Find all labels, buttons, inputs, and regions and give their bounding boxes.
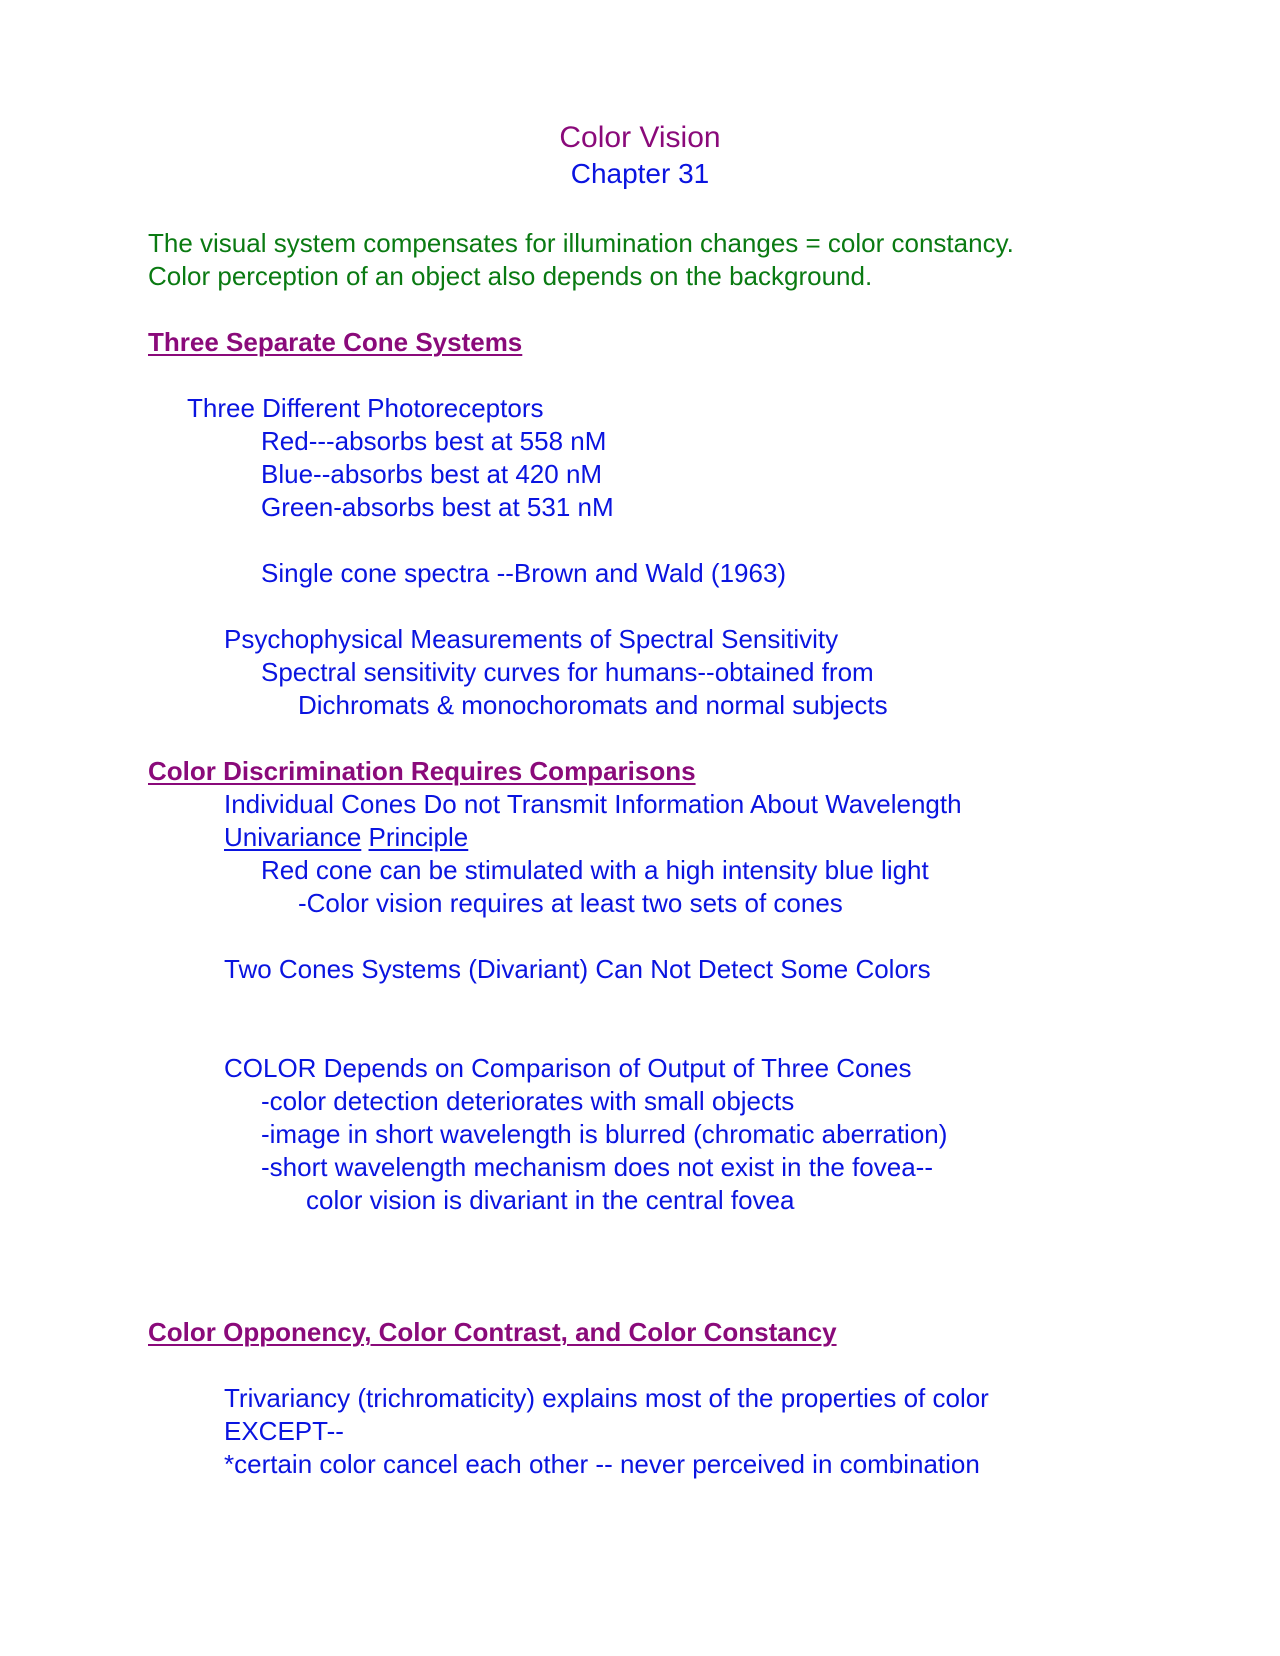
point-chromatic-aberration: -image in short wavelength is blurred (chromatic aberration) <box>261 1119 948 1149</box>
individual-cones-line: Individual Cones Do not Transmit Information About Wavelength <box>224 789 962 819</box>
page-title: Color Vision <box>559 121 721 154</box>
intro-line-2: Color perception of an object also depends on the background. <box>148 261 873 291</box>
intro-line-1: The visual system compensates for illumination changes = color constancy. <box>148 228 1014 258</box>
univariance-principle-line <box>224 821 468 854</box>
color-depends-line: COLOR Depends on Comparison of Output of Three Cones <box>224 1053 912 1083</box>
requires-two-cones-line: -Color vision requires at least two sets of cones <box>298 888 843 918</box>
principle-term: Principle <box>368 822 469 852</box>
section-heading-discrimination: Color Discrimination Requires Comparisons <box>148 756 696 786</box>
receptor-blue: Blue--absorbs best at 420 nM <box>261 459 603 489</box>
psychophysical-title: Psychophysical Measurements of Spectral Sensitivity <box>224 624 839 654</box>
single-cone-spectra: Single cone spectra --Brown and Wald (1963) <box>261 558 787 588</box>
two-cones-line: Two Cones Systems (Divariant) Can Not Detect Some Colors <box>224 954 931 984</box>
receptor-green: Green-absorbs best at 531 nM <box>261 492 614 522</box>
trivariancy-line: Trivariancy (trichromaticity) explains most of the properties of color <box>224 1383 989 1413</box>
spectral-line-1: Spectral sensitivity curves for humans--obtained from <box>261 657 874 687</box>
univariance-term: Univariance <box>224 822 362 852</box>
red-cone-line: Red cone can be stimulated with a high intensity blue light <box>261 855 929 885</box>
point-short-wavelength: -short wavelength mechanism does not exist in the fovea-- <box>261 1152 934 1182</box>
cancel-line: *certain color cancel each other -- never perceived in combination <box>224 1449 980 1479</box>
photoreceptors-title: Three Different Photoreceptors <box>187 393 544 423</box>
point-small-objects: -color detection deteriorates with small objects <box>261 1086 795 1116</box>
page-subtitle: Chapter 31 <box>570 158 710 189</box>
spectral-line-2: Dichromats & monochoromats and normal subjects <box>298 690 888 720</box>
receptor-red: Red---absorbs best at 558 nM <box>261 426 607 456</box>
except-line: EXCEPT-- <box>224 1416 344 1446</box>
section-heading-opponency: Color Opponency, Color Contrast, and Color Constancy <box>148 1317 837 1347</box>
section-heading-cone-systems: Three Separate Cone Systems <box>148 327 523 357</box>
fovea-line: color vision is divariant in the central fovea <box>306 1185 795 1215</box>
